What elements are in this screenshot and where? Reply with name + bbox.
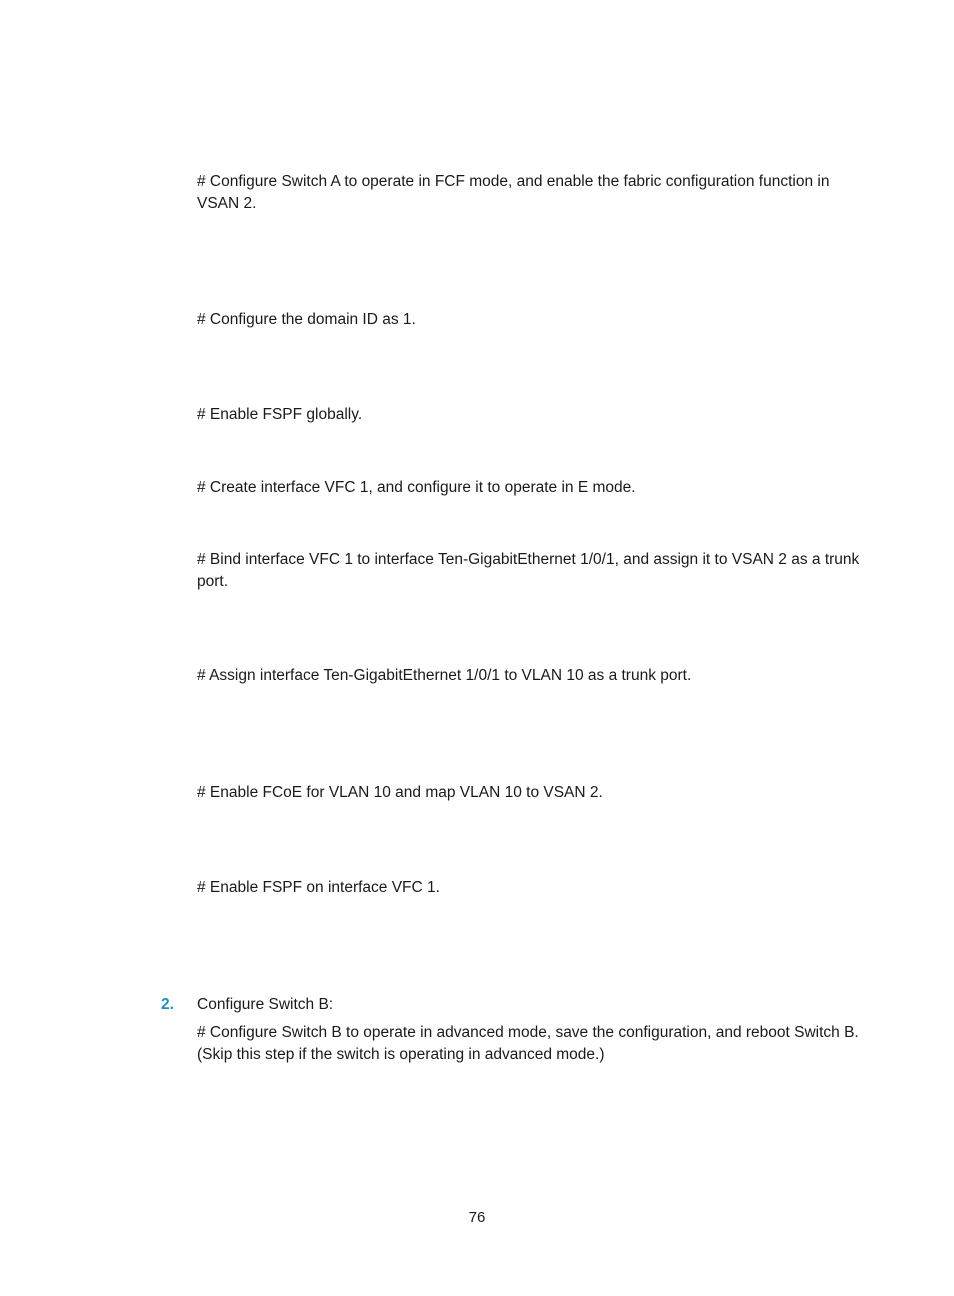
instruction-fspf-vfc: # Enable FSPF on interface VFC 1. [197,879,440,896]
instruction-fspf-global: # Enable FSPF globally. [197,406,363,423]
instruction-advanced-mode: # Configure Switch B to operate in advanced mode, save the configuration, and reboot Switch B. (Skip this step if the switch is operating in advanced mode.) [197,1024,859,1063]
instruction-fcf-mode: # Configure Switch A to operate in FCF mode, and enable the fabric configuration function in VSAN 2. [197,173,830,212]
instruction-create-vfc: # Create interface VFC 1, and configure it to operate in E mode. [197,479,636,496]
instruction-bind-vfc: # Bind interface VFC 1 to interface Ten-GigabitEthernet 1/0/1, and assign it to VSAN 2 as a trunk port. [197,551,860,590]
step-number: 2. [161,996,174,1013]
instruction-assign-vlan: # Assign interface Ten-GigabitEthernet 1/0/1 to VLAN 10 as a trunk port. [197,667,692,684]
instruction-domain-id: # Configure the domain ID as 1. [197,311,416,328]
instruction-enable-fcoe: # Enable FCoE for VLAN 10 and map VLAN 10 to VSAN 2. [197,784,603,801]
step-title: Configure Switch B: [197,996,334,1013]
page-number: 76 [468,1209,486,1226]
